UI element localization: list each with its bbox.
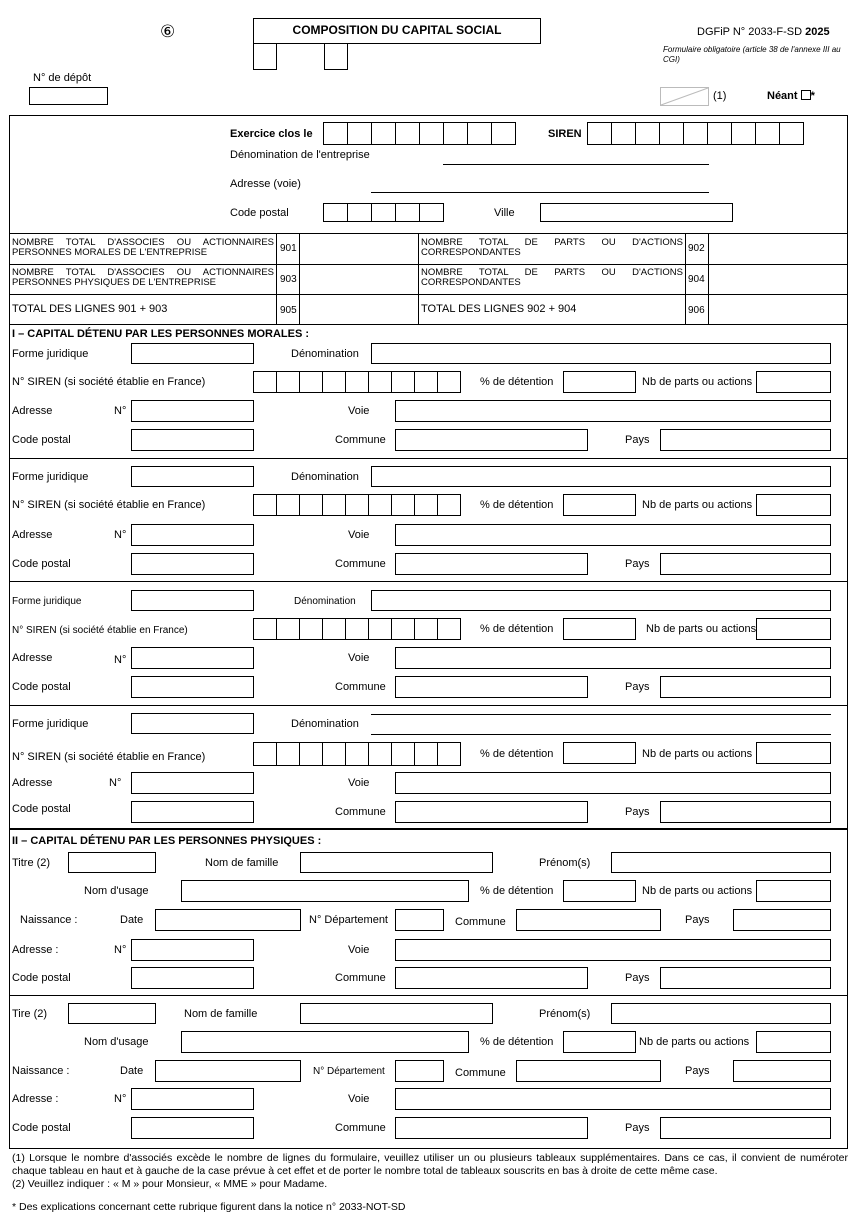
denomination-label: Dénomination	[291, 471, 359, 483]
table-number-box-1[interactable]	[253, 43, 277, 70]
nb-parts-label: Nb de parts ou actions	[639, 1036, 750, 1048]
total-905-label: TOTAL DES LIGNES 901 + 903	[12, 303, 168, 315]
voie-label: Voie	[348, 944, 370, 956]
total-901-label: NOMBRE TOTAL D'ASSOCIES OU ACTIONNAIRES PERSONNES MORALES DE L'ENTREPRISE	[12, 237, 274, 258]
pays-label: Pays	[625, 558, 650, 570]
pays-label: Pays	[625, 972, 650, 984]
forme-juridique-label: Forme juridique	[12, 596, 82, 607]
commune-label: Commune	[335, 972, 386, 984]
commune-label: Commune	[335, 558, 386, 570]
numero-label: N°	[114, 405, 127, 417]
divider	[299, 233, 300, 324]
nb-parts-label: Nb de parts ou actions	[642, 499, 753, 511]
voie-input[interactable]	[395, 400, 831, 422]
voie-input[interactable]	[395, 647, 831, 669]
denomination-label: Dénomination	[291, 718, 359, 730]
code-postal-label: Code postal	[12, 558, 71, 570]
siren-label: N° SIREN (si société établie en France)	[12, 499, 206, 511]
titre-label: Titre (2)	[12, 857, 51, 869]
code-postal-label: Code postal	[12, 972, 71, 984]
commune-label: Commune	[335, 1122, 386, 1134]
pays-input[interactable]	[660, 553, 831, 575]
departement-input[interactable]	[395, 1060, 444, 1082]
pays-label: Pays	[625, 1122, 650, 1134]
pays-naissance-label: Pays	[685, 914, 710, 926]
total-904-label: NOMBRE TOTAL DE PARTS OU D'ACTIONS CORRESPONDANTES	[421, 267, 683, 288]
denomination-input[interactable]	[371, 343, 831, 364]
circled-number: ⑥	[160, 22, 176, 41]
nom-usage-label: Nom d'usage	[84, 1036, 149, 1048]
code-905: 905	[280, 305, 297, 316]
commune-label: Commune	[335, 681, 386, 693]
detention-input[interactable]	[563, 494, 636, 516]
departement-label: N° Département	[313, 1066, 385, 1077]
numero-label: N°	[114, 529, 127, 541]
siren-input[interactable]	[253, 371, 461, 393]
adresse-label: Adresse	[12, 652, 53, 664]
naissance-label: Naissance :	[20, 914, 78, 926]
nom-famille-label: Nom de famille	[205, 857, 279, 869]
commune-naissance-input[interactable]	[516, 1060, 661, 1082]
numero-input[interactable]	[131, 647, 254, 669]
numero-label: N°	[114, 654, 127, 666]
denomination-input[interactable]	[371, 590, 831, 611]
pays-input[interactable]	[660, 967, 831, 989]
forme-juridique-input[interactable]	[131, 713, 254, 734]
code-postal-input[interactable]	[323, 203, 444, 222]
adresse-label: Adresse :	[12, 1093, 59, 1105]
total-903-label: NOMBRE TOTAL D'ASSOCIES OU ACTIONNAIRES PERSONNES PHYSIQUES DE L'ENTREPRISE	[12, 267, 274, 288]
detention-label: % de détention	[480, 499, 554, 511]
nb-parts-label: Nb de parts ou actions	[642, 376, 753, 388]
denomination-input-line	[371, 734, 831, 735]
nom-famille-input[interactable]	[300, 852, 493, 873]
adresse-input[interactable]	[371, 192, 709, 193]
code-postal-input[interactable]	[131, 553, 254, 575]
nom-usage-input[interactable]	[181, 880, 469, 902]
pays-label: Pays	[625, 434, 650, 446]
note-1-ref: (1)	[713, 90, 727, 102]
voie-label: Voie	[348, 529, 370, 541]
titre-label: Tire (2)	[12, 1008, 48, 1020]
detention-label: % de détention	[480, 376, 554, 388]
numero-input[interactable]	[131, 772, 254, 794]
forme-juridique-input[interactable]	[131, 343, 254, 364]
detention-label: % de détention	[480, 748, 554, 760]
denomination-input[interactable]	[443, 164, 709, 165]
table-number-box-2[interactable]	[324, 43, 348, 70]
total-902-input[interactable]	[710, 235, 847, 263]
section-2-title: II – CAPITAL DÉTENU PAR LES PERSONNES PHYSIQUES :	[12, 835, 322, 847]
code-postal-input[interactable]	[131, 1117, 254, 1139]
commune-label: Commune	[335, 434, 386, 446]
neant-checkbox[interactable]	[801, 90, 811, 100]
exercice-date-input[interactable]	[323, 122, 516, 145]
footnote-3: * Des explications concernant cette rubrique figurent dans la notice n° 2033-NOT-SD	[12, 1201, 406, 1213]
nom-usage-input[interactable]	[181, 1031, 469, 1053]
siren-label: SIREN	[548, 128, 582, 140]
prenom-label: Prénom(s)	[539, 857, 591, 869]
nom-usage-label: Nom d'usage	[84, 885, 149, 897]
forme-juridique-input[interactable]	[131, 590, 254, 611]
numero-input[interactable]	[131, 400, 254, 422]
forme-juridique-input[interactable]	[131, 466, 254, 487]
siren-input[interactable]	[253, 742, 461, 766]
commune-input[interactable]	[395, 1117, 588, 1139]
siren-input[interactable]	[253, 494, 461, 516]
divider	[9, 458, 848, 459]
siren-input[interactable]	[587, 122, 804, 145]
code-postal-input[interactable]	[131, 801, 254, 823]
depot-input[interactable]	[29, 87, 108, 105]
total-904-input[interactable]	[710, 266, 847, 293]
voie-input[interactable]	[395, 939, 831, 961]
commune-input[interactable]	[395, 553, 588, 575]
numero-input[interactable]	[131, 1088, 254, 1110]
voie-input[interactable]	[395, 1088, 831, 1110]
nb-parts-label: Nb de parts ou actions	[642, 748, 753, 760]
prenom-label: Prénom(s)	[539, 1008, 591, 1020]
adresse-label: Adresse (voie)	[230, 178, 301, 190]
commune-label: Commune	[335, 806, 386, 818]
code-postal-label: Code postal	[230, 207, 289, 219]
voie-label: Voie	[348, 777, 370, 789]
total-901-input[interactable]	[301, 235, 417, 263]
prenom-input[interactable]	[611, 1003, 831, 1024]
denomination-input[interactable]	[371, 714, 831, 715]
prenom-input[interactable]	[611, 852, 831, 873]
adresse-label: Adresse	[12, 777, 53, 789]
detention-input[interactable]	[563, 742, 636, 764]
date-naissance-input[interactable]	[155, 909, 301, 931]
numero-input[interactable]	[131, 524, 254, 546]
ville-input[interactable]	[540, 203, 733, 222]
ville-label: Ville	[494, 207, 515, 219]
commune-naissance-input[interactable]	[516, 909, 661, 931]
pays-input[interactable]	[660, 429, 831, 451]
section-1-title: I – CAPITAL DÉTENU PAR LES PERSONNES MORALES :	[12, 328, 310, 340]
detention-label: % de détention	[480, 885, 554, 897]
titre-input[interactable]	[68, 1003, 156, 1024]
code-902: 902	[688, 243, 705, 254]
page-title: COMPOSITION DU CAPITAL SOCIAL	[292, 23, 502, 37]
code-903: 903	[280, 274, 297, 285]
commune-input[interactable]	[395, 967, 588, 989]
pays-input[interactable]	[660, 801, 831, 823]
commune-input[interactable]	[395, 801, 588, 823]
nom-famille-input[interactable]	[300, 1003, 493, 1024]
voie-label: Voie	[348, 652, 370, 664]
form-code: DGFiP N° 2033-F-SD 2025	[697, 26, 830, 38]
forme-juridique-label: Forme juridique	[12, 718, 89, 730]
nb-parts-label: Nb de parts ou actions	[642, 885, 753, 897]
numero-label: N°	[114, 944, 127, 956]
adresse-label: Adresse	[12, 529, 53, 541]
detention-input[interactable]	[563, 1031, 636, 1053]
commune-naissance-label: Commune	[455, 916, 506, 928]
pays-label: Pays	[625, 681, 650, 693]
nb-parts-input[interactable]	[756, 742, 831, 764]
commune-naissance-label: Commune	[455, 1067, 506, 1079]
divider	[9, 233, 848, 234]
code-postal-input[interactable]	[131, 967, 254, 989]
nb-parts-input[interactable]	[756, 880, 831, 902]
siren-label: N° SIREN (si société établie en France)	[12, 751, 206, 763]
commune-input[interactable]	[395, 676, 588, 698]
nb-parts-input[interactable]	[756, 371, 831, 393]
date-naissance-input[interactable]	[155, 1060, 301, 1082]
denomination-label: Dénomination de l'entreprise	[230, 149, 370, 161]
commune-input[interactable]	[395, 429, 588, 451]
divider	[9, 828, 848, 830]
divider	[9, 581, 848, 582]
voie-label: Voie	[348, 1093, 370, 1105]
detention-label: % de détention	[480, 623, 554, 635]
divider	[9, 705, 848, 706]
voie-label: Voie	[348, 405, 370, 417]
departement-input[interactable]	[395, 909, 444, 931]
detention-input[interactable]	[563, 618, 636, 640]
code-901: 901	[280, 243, 297, 254]
neant-label: Néant *	[767, 90, 815, 102]
denomination-label: Dénomination	[291, 348, 359, 360]
footnote-2: (2) Veuillez indiquer : « M » pour Monsieur, « MME » pour Madame.	[12, 1178, 328, 1190]
obligatoire-note: Formulaire obligatoire (article 38 de l'annexe III au CGI)	[663, 45, 841, 64]
pays-naissance-input[interactable]	[733, 909, 831, 931]
naissance-label: Naissance :	[12, 1065, 70, 1077]
pays-naissance-label: Pays	[685, 1065, 710, 1077]
code-postal-label: Code postal	[12, 681, 71, 693]
numero-label: N°	[109, 777, 122, 789]
footnote-1: (1) Lorsque le nombre d'associés excède le nombre de lignes du formulaire, veuillez utiliser un ou plusieurs tableaux supplémentaires. Dans ce cas, il convient de numéroter chaque tableau en haut et à gauche de la case prévue à cet effet et de porter le nombre total de tableaux souscrits en bas à droite de cette même case.	[12, 1152, 848, 1177]
divider	[418, 233, 419, 324]
forme-juridique-label: Forme juridique	[12, 471, 89, 483]
detention-input[interactable]	[563, 371, 636, 393]
nb-parts-label: Nb de parts ou actions	[646, 623, 757, 635]
siren-input[interactable]	[253, 618, 461, 640]
divider	[9, 324, 848, 325]
numero-input[interactable]	[131, 939, 254, 961]
pays-input[interactable]	[660, 676, 831, 698]
divider	[9, 995, 848, 996]
divider	[9, 264, 848, 265]
date-label: Date	[120, 914, 144, 926]
numero-label: N°	[114, 1093, 127, 1105]
adresse-label: Adresse	[12, 405, 53, 417]
code-postal-input[interactable]	[131, 676, 254, 698]
denomination-label: Dénomination	[294, 596, 356, 607]
total-902-label: NOMBRE TOTAL DE PARTS OU D'ACTIONS CORRESPONDANTES	[421, 237, 683, 258]
adresse-label: Adresse :	[12, 944, 59, 956]
date-label: Date	[120, 1065, 144, 1077]
titre-input[interactable]	[68, 852, 156, 873]
code-904: 904	[688, 274, 705, 285]
total-903-input[interactable]	[301, 266, 417, 293]
nb-parts-input[interactable]	[756, 618, 831, 640]
voie-input[interactable]	[395, 772, 831, 794]
nb-parts-input[interactable]	[756, 494, 831, 516]
nom-famille-label: Nom de famille	[184, 1008, 258, 1020]
exercice-label: Exercice clos le	[230, 128, 313, 140]
total-906-label: TOTAL DES LIGNES 902 + 904	[421, 303, 577, 315]
pays-input[interactable]	[660, 1117, 831, 1139]
code-postal-input[interactable]	[131, 429, 254, 451]
divider	[276, 233, 277, 324]
forme-juridique-label: Forme juridique	[12, 348, 89, 360]
nb-parts-input[interactable]	[756, 1031, 831, 1053]
departement-label: N° Département	[309, 914, 388, 926]
code-postal-label: Code postal	[12, 434, 71, 446]
pays-label: Pays	[625, 806, 650, 818]
detention-input[interactable]	[563, 880, 636, 902]
code-906: 906	[688, 305, 705, 316]
total-905-input[interactable]	[301, 296, 417, 323]
code-postal-label: Code postal	[12, 1122, 71, 1134]
divider	[9, 294, 848, 295]
total-906-input[interactable]	[710, 296, 847, 323]
table-count-diagonal-box[interactable]	[660, 87, 709, 106]
divider	[685, 233, 686, 324]
pays-naissance-input[interactable]	[733, 1060, 831, 1082]
code-postal-label: Code postal	[12, 803, 71, 815]
depot-label: N° de dépôt	[33, 72, 92, 84]
detention-label: % de détention	[480, 1036, 554, 1048]
voie-input[interactable]	[395, 524, 831, 546]
siren-label: N° SIREN (si société établie en France)	[12, 376, 206, 388]
denomination-input[interactable]	[371, 466, 831, 487]
siren-label: N° SIREN (si société établie en France)	[12, 625, 188, 636]
divider	[708, 233, 709, 324]
